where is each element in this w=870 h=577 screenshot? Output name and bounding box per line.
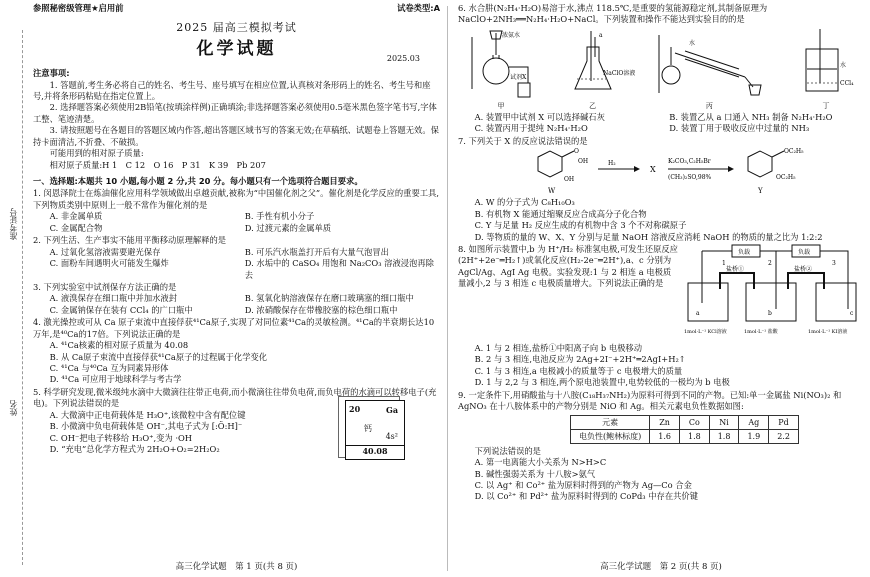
svg-text:OH: OH xyxy=(564,176,575,184)
svg-text:负载: 负载 xyxy=(738,248,751,256)
option: D. 水垢中的 CaSO₄ 用饱和 Na₂CO₃ 溶液浸泡再除去 xyxy=(244,258,434,280)
element-name: 钙 xyxy=(364,424,372,433)
table-row xyxy=(571,415,799,429)
svg-text:a: a xyxy=(598,31,603,39)
notice-item: 2. 选择题答案必须使用2B铅笔(按填涂样例)正确填涂;非选择题答案必须使用0.5毫米黑色签字笔书写,字体工整、笔迹清楚。 xyxy=(33,102,437,124)
question-9: 9. 一定条件下,用硝酸盐与十八胺(C₁₈H₃₇NH₂)为原料可得到不同的产物。已知:单一金属盐 Ni(NO₃)₂ 和 AgNO₃ 在十八胺体系中的产物分别是 NiO 和 Ag。相关元素电负性数据如图: xyxy=(458,389,842,412)
option: A. 液溴保存在细口瓶中并加水液封 xyxy=(49,293,178,304)
table-cell: Co xyxy=(679,415,709,429)
option: C. Y 与足量 H₂ 反应生成的有机物中含 3 个不对称碳原子 xyxy=(474,220,687,231)
svg-text:H₂: H₂ xyxy=(608,160,616,168)
question-7-options xyxy=(458,197,864,243)
page-footer: 高三化学试题 第 2 页(共 8 页) xyxy=(600,562,722,573)
conical-flask-icon xyxy=(563,27,635,99)
option: B. 2 与 3 相连,电池反应为 2Ag+2I⁻+2H⁺═2AgI+H₂↑ xyxy=(474,354,686,365)
page-2 xyxy=(458,0,864,577)
exam-type-label: 试卷类型:A xyxy=(397,3,440,13)
option: C. 以 Ag⁺ 和 Co²⁺ 盐为原料时得到的产物为 Ag—Co 合金 xyxy=(474,479,692,490)
question-9-options xyxy=(458,457,864,503)
svg-text:b: b xyxy=(768,309,772,317)
question-2-options xyxy=(33,247,440,281)
table-cell: Ag xyxy=(739,415,769,429)
svg-text:水: 水 xyxy=(689,39,696,47)
option: D. 浓硝酸保存在带橡胶塞的棕色细口瓶中 xyxy=(244,304,398,315)
question-1: 1. 闵恩泽院士在炼油催化应用科学领域做出卓越贡献,被称为“中国催化剂之父”。催化剂是化学反应的重要工具,下列物质类别中原则上一般不常作为催化剂的是 xyxy=(33,188,439,210)
option: C. ⁴¹Ca 与⁴⁰Ca 互为同素异形体 xyxy=(49,363,169,374)
element-symbol: Ga xyxy=(385,405,398,415)
svg-text:浓氨水: 浓氨水 xyxy=(502,31,521,39)
svg-text:1mol·L⁻¹ KCl溶液: 1mol·L⁻¹ KCl溶液 xyxy=(684,328,727,335)
svg-text:(CH₃)₂SO,98%: (CH₃)₂SO,98% xyxy=(668,174,712,182)
table-cell: 1.8 xyxy=(679,429,709,443)
electron-config: 4s² xyxy=(385,432,398,441)
svg-text:NaClO溶液: NaClO溶液 xyxy=(602,69,635,77)
table-cell: 1.9 xyxy=(739,429,769,443)
svg-text:水: 水 xyxy=(839,61,846,69)
question-6: 6. 水合肼(N₂H₄·H₂O)易溶于水,沸点 118.5℃,是重要的氢能源稳定剂,其制备原理为 NaClO+2NH₃══N₂H₄·H₂O+NaCl。下列装置和操作不能达到实验目的的是 xyxy=(458,3,768,25)
table-row xyxy=(571,429,799,443)
exam-date: 2025.03 xyxy=(386,54,420,64)
question-8-options xyxy=(458,343,864,389)
apparatus-label: 乙 xyxy=(589,102,597,111)
option: D. ⁴¹Ca 可应用于地球科学与考古学 xyxy=(49,374,182,385)
compound-y-label: Y xyxy=(758,187,763,196)
svg-text:1mol·L⁻¹ KI溶液: 1mol·L⁻¹ KI溶液 xyxy=(808,328,848,335)
absorber-icon xyxy=(796,27,856,99)
option: A. 大微滴中正电荷载体是 H₃O⁺,该微粒中含有配位键 xyxy=(49,409,246,420)
option: A. 装置甲中试剂 X 可以选择碱石灰 xyxy=(474,111,605,122)
apparatus-label: 甲 xyxy=(497,102,505,111)
option: C. 金属钠保存在装有 CCl₄ 的广口瓶中 xyxy=(49,304,193,315)
svg-text:1: 1 xyxy=(722,259,726,267)
svg-text:OH: OH xyxy=(578,158,589,166)
svg-text:c: c xyxy=(850,309,854,317)
option: B. 从 Ca原子束流中直接俘获⁴¹Ca原子的过程属于化学变化 xyxy=(49,351,268,362)
compound-w-label: W xyxy=(548,187,556,196)
question-3-options xyxy=(33,293,440,316)
electrochemical-cell xyxy=(682,243,862,343)
element-card xyxy=(345,400,405,460)
svg-text:OC₂H₅: OC₂H₅ xyxy=(784,148,804,156)
svg-text:O: O xyxy=(574,148,579,156)
page-header xyxy=(33,3,440,14)
table-cell: 1.6 xyxy=(650,429,680,443)
cell-diagram-svg xyxy=(682,243,862,339)
option: D. “充电”总化学方程式为 2H₂O+O₂=2H₂O₂ xyxy=(49,444,220,455)
apparatus-jia xyxy=(466,27,536,112)
option: A. W 的分子式为 C₈H₁₀O₃ xyxy=(474,197,575,208)
option: C. 1 与 3 相连,a 电极减小的质量等于 c 电极增大的质量 xyxy=(474,365,683,376)
question-4: 4. 激光操控或可从 Ca 原子束流中直接俘获⁴¹Ca原子,实现了对同位素⁴¹Ca的灵敏检测。⁴¹Ca的半衰期长达10万年,是⁴⁰Ca的17倍。下列说法正确的是 xyxy=(33,317,435,339)
apparatus-label: 丙 xyxy=(705,102,713,111)
exam-title: 2025 届高三模拟考试 xyxy=(176,21,297,35)
notice-title: 注意事项: xyxy=(33,68,70,79)
option: D. 以 Co²⁺ 和 Pd²⁺ 盐为原料时得到的 CoPd₃ 中存在共价键 xyxy=(474,491,699,502)
page-divider xyxy=(447,6,448,571)
option: B. 小微滴中负电荷载体是 OH⁻,其电子式为 [:Ö:H]⁻ xyxy=(49,421,243,432)
option: C. 面粉车间遇明火可能发生爆炸 xyxy=(49,258,169,269)
option: B. 有机物 X 能通过缩聚反应合成高分子化合物 xyxy=(474,208,647,219)
page-footer: 高三化学试题 第 1 页(共 8 页) xyxy=(175,562,298,573)
option: B. 碱性强弱关系为 十八胺>氨气 xyxy=(474,468,596,479)
svg-text:1mol·L⁻¹ 盐酸: 1mol·L⁻¹ 盐酸 xyxy=(744,328,778,335)
table-cell: 2.2 xyxy=(769,429,799,443)
table-header-cell: 电负性(鲍林标度) xyxy=(571,429,650,443)
option: A. 1 与 2 相连,盐桥①中阳离子向 b 电极移动 xyxy=(474,342,643,353)
notice-item: 1. 答题前,考生务必将自己的姓名、考生号、座号填写在相应位置,认真核对条形码上的姓名、考生号和座号,并将条形码粘贴在指定位置上。 xyxy=(33,79,431,101)
svg-text:a: a xyxy=(696,309,700,317)
option: A. 非金属单质 xyxy=(49,211,103,222)
option: B. 装置乙从 a 口通入 NH₃ 制备 N₂H₄·H₂O xyxy=(669,111,833,122)
confidential-label: 参照秘密级管理★启用前 xyxy=(33,3,124,13)
reaction-scheme xyxy=(458,147,864,197)
svg-text:试剂X: 试剂X xyxy=(510,73,527,81)
section-title: 一、选择题:本题共 10 小题,每小题 2 分,共 20 分。每小题只有一个选项符合题目要求。 xyxy=(33,176,363,187)
svg-text:OC₂H₅: OC₂H₅ xyxy=(776,174,796,182)
option: A. ⁴¹Ca核素的相对原子质量为 40.08 xyxy=(49,340,189,351)
page-1 xyxy=(33,0,440,577)
table-cell: Ni xyxy=(709,415,739,429)
question-4-options xyxy=(33,340,303,386)
option: B. 氢氧化钠溶液保存在磨口玻璃塞的细口瓶中 xyxy=(244,293,414,304)
question-9-stem: 下列说法错误的是 xyxy=(474,445,541,456)
question-3: 3. 下列实验室中试剂保存方法正确的是 xyxy=(33,281,177,292)
question-8: 8. 如图所示装置中,b 为 H⁺/H₂ 标准氢电极,可发生还原反应(2H⁺+2e⁻═H₂↑)或氧化反应(H₂-2e⁻═2H⁺),a、c 分别为 AgCl/Ag、AgI Ag 电极。实验发现:1 与 2 相连 a 电极质量减小,2 与 3 相连 c 电极质量增大。下列说法正确的是 xyxy=(458,243,678,289)
atomic-mass-intro: 可能用到的相对原子质量: xyxy=(49,148,144,159)
distillation-icon xyxy=(649,27,769,99)
table-cell: Pd xyxy=(769,415,799,429)
table-cell: Zn xyxy=(650,415,680,429)
apparatus-yi xyxy=(563,27,635,112)
option: D. 过渡元素的金属单质 xyxy=(244,222,332,233)
option: B. 可乐汽水瓶盖打开后有大量气泡冒出 xyxy=(244,246,389,257)
apparatus-ding xyxy=(796,27,856,112)
option: D. 1 与 2,2 与 3 相连,两个原电池装置中,电势较低的一极均为 b 电极 xyxy=(474,377,730,388)
svg-text:3: 3 xyxy=(832,259,836,267)
apparatus-label: 丁 xyxy=(822,102,830,111)
svg-text:K₂CO₃,C₂H₅Br: K₂CO₃,C₂H₅Br xyxy=(668,158,711,166)
compound-x-label: X xyxy=(650,165,656,175)
subject-title: 化学试题 xyxy=(196,38,277,59)
option: C. 金属配合物 xyxy=(49,222,103,233)
question-6-options xyxy=(458,112,864,135)
electronegativity-table xyxy=(570,415,799,444)
reaction-scheme-svg xyxy=(458,147,858,197)
apparatus-figure xyxy=(458,26,864,112)
question-8-block xyxy=(458,243,864,343)
atomic-masses: 相对原子质量:H 1 C 12 O 16 P 31 K 39 Pb 207 xyxy=(49,159,266,170)
question-7: 7. 下列关于 X 的反应说法错误的是 xyxy=(458,135,588,146)
option: B. 手性有机小分子 xyxy=(244,211,315,222)
name-label: 姓名 xyxy=(9,400,18,416)
atomic-mass: 40.08 xyxy=(346,445,404,457)
table-header-cell: 元素 xyxy=(571,415,650,429)
binding-line xyxy=(22,30,23,565)
table-cell: 1.8 xyxy=(709,429,739,443)
question-5: 5. 科学研究发现,微米级纯水滴中大微滴往往带正电荷,而小微滴往往带负电荷,而负电荷的水滴可以转移电子(充电)。下列说法错误的是 xyxy=(33,386,437,409)
exam-number-label: 准考证号 xyxy=(9,208,18,240)
question-1-options xyxy=(33,211,440,234)
option: C. OH⁻把电子转移给 H₃O⁺,变为 ·OH xyxy=(49,432,193,443)
notice-item: 3. 请按照题号在各题目的答题区域内作答,超出答题区域书写的答案无效;在草稿纸、试题卷上答题无效。保持卡面清洁,不折叠、不破损。 xyxy=(33,125,439,147)
option: D. 等物质的量的 W、X、Y 分别与足量 NaOH 溶液反应消耗 NaOH 的物质的量之比为 1:2:2 xyxy=(474,231,823,242)
svg-text:盐桥①: 盐桥① xyxy=(726,265,745,273)
option: C. 装置丙用于提纯 N₂H₄·H₂O xyxy=(474,123,588,134)
option: A. 过氧化氢溶液需要避光保存 xyxy=(49,246,161,257)
atomic-number: 20 xyxy=(349,404,361,414)
flask-icon xyxy=(466,27,536,99)
svg-text:2: 2 xyxy=(768,259,772,267)
svg-text:CCl₄: CCl₄ xyxy=(839,79,854,87)
svg-text:盐桥②: 盐桥② xyxy=(794,265,813,273)
option: D. 装置丁用于吸收反应中过量的 NH₃ xyxy=(669,123,810,134)
svg-text:负载: 负载 xyxy=(798,248,811,256)
question-2: 2. 下列生活、生产事实不能用平衡移动原理解释的是 xyxy=(33,235,227,246)
option: A. 第一电离能大小关系为 N>H>C xyxy=(474,457,607,468)
apparatus-bing xyxy=(649,27,769,112)
